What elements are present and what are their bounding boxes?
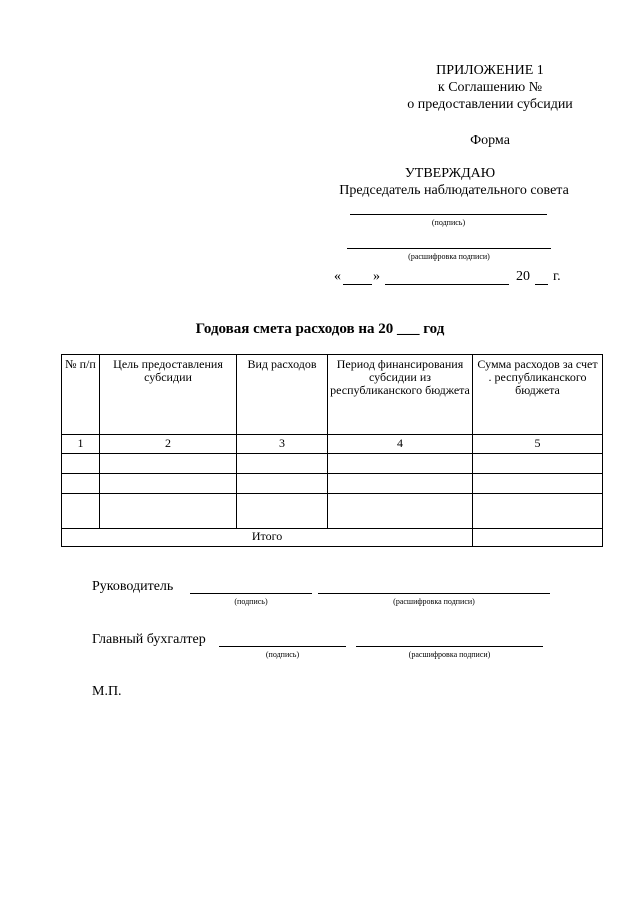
seal-mark: М.П. (92, 684, 122, 699)
appendix-number: ПРИЛОЖЕНИЕ 1 (436, 63, 544, 78)
subsidy-subject: о предоставлении субсидии (407, 97, 573, 112)
table-cell[interactable] (62, 454, 100, 474)
table-row (62, 454, 603, 474)
approve-label: УТВЕРЖДАЮ (404, 166, 496, 181)
table-cell[interactable] (100, 494, 237, 529)
date-year-prefix: 20 (516, 269, 530, 284)
table-cell[interactable] (328, 494, 473, 529)
date-close-quote: » (373, 269, 380, 284)
table-total-row (62, 529, 603, 547)
table-cell[interactable] (100, 474, 237, 494)
date-year-field[interactable] (535, 284, 548, 285)
accountant-decoding-caption: (расшифровка подписи) (408, 650, 491, 659)
table-numbers-row (62, 435, 603, 454)
col-number-3: 3 (237, 435, 328, 454)
col-number-2: 2 (100, 435, 237, 454)
date-open-quote: « (334, 269, 341, 284)
chairman-title: Председатель наблюдательного совета (339, 183, 569, 198)
head-decoding-line[interactable] (318, 593, 550, 594)
head-decoding-caption: (расшифровка подписи) (393, 597, 475, 606)
table-cell[interactable] (100, 454, 237, 474)
agreement-ref: к Соглашению № (437, 80, 543, 95)
head-label: Руководитель (92, 579, 174, 594)
estimate-title: Годовая смета расходов на 20 ___ год (195, 321, 445, 337)
accountant-signature-line[interactable] (219, 646, 346, 647)
date-month-field[interactable] (385, 284, 509, 285)
table-cell[interactable] (62, 494, 100, 529)
col-number-4: 4 (328, 435, 473, 454)
col-header-purpose: Цель предоставления субсидии (100, 355, 237, 435)
col-header-period: Период финансирования субсидии из республиканского бюджета (328, 355, 473, 435)
table-cell[interactable] (62, 474, 100, 494)
date-day-field[interactable] (343, 284, 372, 285)
table-cell[interactable] (328, 454, 473, 474)
accountant-decoding-line[interactable] (356, 646, 543, 647)
head-signature-line[interactable] (190, 593, 312, 594)
chairman-decoding-line[interactable] (347, 248, 551, 249)
total-amount-cell[interactable] (473, 529, 603, 547)
table-row (62, 474, 603, 494)
table-cell[interactable] (237, 474, 328, 494)
table-header-row (62, 355, 603, 435)
chairman-signature-caption: (подпись) (431, 218, 466, 227)
table-cell[interactable] (473, 454, 603, 474)
col-number-1: 1 (62, 435, 100, 454)
col-header-number: № п/п (62, 355, 100, 435)
date-year-suffix: г. (553, 269, 561, 284)
accountant-signature-caption: (подпись) (265, 650, 300, 659)
col-header-amount: Сумма расходов за счет . республиканского бюджета (473, 355, 603, 435)
table-cell[interactable] (328, 474, 473, 494)
col-number-5: 5 (473, 435, 603, 454)
total-label: Итого (62, 529, 473, 547)
table-cell[interactable] (473, 494, 603, 529)
accountant-label: Главный бухгалтер (92, 632, 206, 647)
table-cell[interactable] (473, 474, 603, 494)
col-header-expense-type: Вид расходов (237, 355, 328, 435)
chairman-decoding-caption: (расшифровка подписи) (408, 252, 490, 261)
chairman-signature-line[interactable] (350, 214, 547, 215)
table-cell[interactable] (237, 494, 328, 529)
estimate-table (61, 354, 603, 547)
table-row (62, 494, 603, 529)
form-label: Форма (470, 133, 510, 148)
table-cell[interactable] (237, 454, 328, 474)
head-signature-caption: (подпись) (234, 597, 268, 606)
